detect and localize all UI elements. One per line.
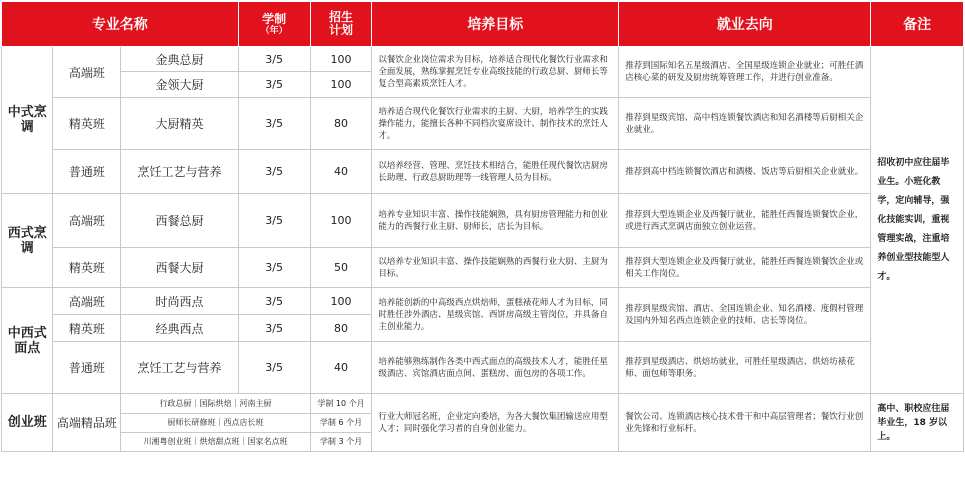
- career-text: 推荐到国际知名五星级酒店、全国星级连锁企业就业；可胜任酒店核心菜的研发及厨房统筹管理工作，并进行创业准备。: [619, 47, 871, 98]
- years-value: 3/5: [238, 150, 310, 194]
- remark-note: 招收初中应往届毕业生。小班化教学，定向辅导，强化技能实训，重视管理实战，注重培养创业型技能型人才。: [871, 47, 964, 394]
- years-value: 学制 10 个月: [310, 394, 372, 414]
- plan-value: 40: [310, 342, 372, 394]
- class-name: 精英班: [53, 315, 121, 342]
- career-text: 餐饮公司、连锁酒店核心技术骨干和中高层管理者；餐饮行业创业先锋和行业标杆。: [619, 394, 871, 452]
- table-row: [2, 248, 964, 288]
- goal-text: 培养能创新的中高级西点烘焙师，蛋糕裱花师人才为目标，同时胜任涉外酒店、星级宾馆、西饼房高级主管岗位，并具备自主创业能力。: [372, 288, 619, 342]
- years-value: 3/5: [238, 288, 310, 315]
- program-name: 金领大厨: [121, 72, 238, 98]
- header-career: 就业去向: [619, 2, 871, 47]
- goal-text: 以培养专业知识丰富、操作技能娴熟的西餐行业大厨、主厨为目标。: [372, 248, 619, 288]
- career-text: 推荐到大型连锁企业及西餐厅就业，能胜任西餐连锁餐饮企业或相关工作岗位。: [619, 248, 871, 288]
- plan-value: 80: [310, 315, 372, 342]
- table-row: [2, 150, 964, 194]
- class-name: 高端班: [53, 47, 121, 98]
- program-table: [1, 1, 964, 452]
- class-name: 精英班: [53, 98, 121, 150]
- goal-text: 行业大师冠名班，企业定向委培，为各大餐饮集团输送应用型人才；同时强化学习者的自身创业能力。: [372, 394, 619, 452]
- career-text: 推荐到大型连锁企业及西餐厅就业，能胜任西餐连锁餐饮企业，或进行西式烹调店面独立创业运营。: [619, 194, 871, 248]
- program-name: 烹饪工艺与营养: [121, 150, 238, 194]
- class-name: 高端班: [53, 194, 121, 248]
- class-name: 高端精品班: [53, 394, 121, 452]
- program-name: 金典总厨: [121, 47, 238, 72]
- years-value: 3/5: [238, 248, 310, 288]
- program-name: 经典西点: [121, 315, 238, 342]
- years-value: 3/5: [238, 72, 310, 98]
- plan-value: 50: [310, 248, 372, 288]
- goal-text: 培养专业知识丰富、操作技能娴熟，具有厨房管理能力和创业能力的西餐行业主厨、厨师长，店长为目标。: [372, 194, 619, 248]
- career-text: 推荐到星级酒店、烘焙坊就业，可胜任星级酒店、烘焙坊裱花师、面包师等职务。: [619, 342, 871, 394]
- table-row: [2, 394, 964, 414]
- goal-text: 以培养经营、管理、烹饪技术相结合，能胜任现代餐饮店厨房长助理、行政总厨助理等一线管理人员为目标。: [372, 150, 619, 194]
- program-name: 西餐总厨: [121, 194, 238, 248]
- goal-text: 培养能够熟练制作各类中西式面点的高级技术人才，能胜任星级酒店、宾馆酒店面点间、蛋糕房、面包房的各项工作。: [372, 342, 619, 394]
- table-row: [2, 288, 964, 315]
- years-value: 3/5: [238, 98, 310, 150]
- years-value: 3/5: [238, 194, 310, 248]
- table-row: [2, 98, 964, 150]
- program-name: 行政总厨｜国际烘焙｜河南主厨: [121, 394, 310, 414]
- program-name: 西餐大厨: [121, 248, 238, 288]
- table-row: [2, 342, 964, 394]
- program-name: 时尚西点: [121, 288, 238, 315]
- header-years: 学制 （年）: [238, 2, 310, 47]
- category-pastry: 中西式面点: [2, 288, 53, 394]
- category-western: 西式烹调: [2, 194, 53, 288]
- years-value: 学制 6 个月: [310, 414, 372, 433]
- career-text: 推荐到高中档连锁餐饮酒店和酒楼、饭店等后厨相关企业就业。: [619, 150, 871, 194]
- goal-text: 培养适合现代化餐饮行业需求的主厨、大厨，培养学生的实践操作能力，能擅长各种不同档次宴席设计、制作技术的烹饪人才。: [372, 98, 619, 150]
- class-name: 高端班: [53, 288, 121, 315]
- class-name: 精英班: [53, 248, 121, 288]
- years-value: 3/5: [238, 47, 310, 72]
- plan-value: 100: [310, 72, 372, 98]
- program-name: 厨师长研修班｜西点店长班: [121, 414, 310, 433]
- plan-value: 80: [310, 98, 372, 150]
- table-row: [2, 47, 964, 72]
- career-text: 推荐到星级宾馆、酒店、全国连锁企业、知名酒楼、度假村管理及国内外知名西点连锁企业的技师、店长等岗位。: [619, 288, 871, 342]
- years-value: 学制 3 个月: [310, 433, 372, 452]
- years-value: 3/5: [238, 342, 310, 394]
- program-name: 烹饪工艺与营养: [121, 342, 238, 394]
- remark-note: 高中、职校应往届毕业生，18 岁以上。: [871, 394, 964, 452]
- plan-value: 40: [310, 150, 372, 194]
- plan-value: 100: [310, 194, 372, 248]
- goal-text: 以餐饮企业岗位需求为目标，培养适合现代化餐饮行业需求和全面发展，熟练掌握烹饪专业高级技能的行政总厨、厨师长等复合型高素质烹饪人才。: [372, 47, 619, 98]
- header-major: 专业名称: [2, 2, 239, 47]
- table-row: [2, 194, 964, 248]
- program-name: 大厨精英: [121, 98, 238, 150]
- program-name: 川湘粤创业班｜烘焙甜点班｜国家名点班: [121, 433, 310, 452]
- category-startup: 创业班: [2, 394, 53, 452]
- plan-value: 100: [310, 47, 372, 72]
- career-text: 推荐到星级宾馆、高中档连锁餐饮酒店和知名酒楼等后厨相关企业就业。: [619, 98, 871, 150]
- header-remark: 备注: [871, 2, 964, 47]
- header-row: [2, 2, 964, 47]
- header-enroll: 招生 计划: [310, 2, 372, 47]
- class-name: 普通班: [53, 342, 121, 394]
- category-chinese: 中式烹调: [2, 47, 53, 194]
- years-value: 3/5: [238, 315, 310, 342]
- class-name: 普通班: [53, 150, 121, 194]
- header-goal: 培养目标: [372, 2, 619, 47]
- plan-value: 100: [310, 288, 372, 315]
